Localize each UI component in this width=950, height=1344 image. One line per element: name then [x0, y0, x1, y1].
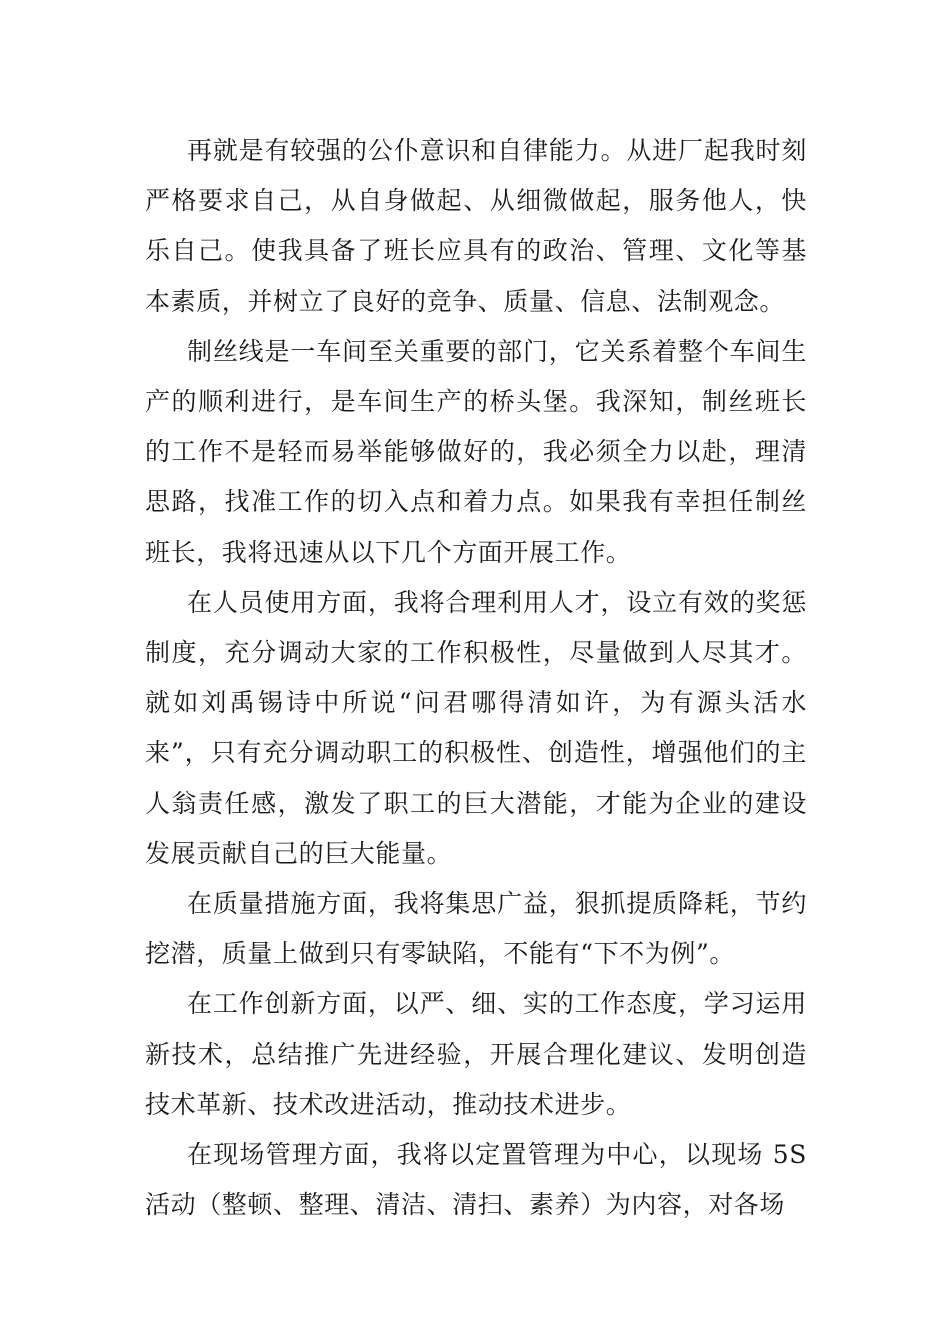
paragraph-self-discipline: 再就是有较强的公仆意识和自律能力。从进厂起我时刻严格要求自己，从自身做起、从细微做起，服务他人，快乐自己。使我具备了班长应具有的政治、管理、文化等基本素质，并树立了良好的竞争、质量、信息、法制观念。 — [145, 136, 807, 316]
document-body — [145, 126, 807, 1230]
paragraph-department-importance: 制丝线是一车间至关重要的部门，它关系着整个车间生产的顺利进行，是车间生产的桥头堡。我深知，制丝班长的工作不是轻而易举能够做好的，我必须全力以赴，理清思路，找准工作的切入点和着力点。如果我有幸担任制丝班长，我将迅速从以下几个方面开展工作。 — [145, 336, 807, 567]
paragraph-innovation: 在工作创新方面，以严、细、实的工作态度，学习运用新技术，总结推广先进经验，开展合理化建议、发明创造技术革新、技术改进活动，推动技术进步。 — [145, 989, 807, 1119]
paragraph-quality: 在质量措施方面，我将集思广益，狠抓提质降耗，节约挖潜，质量上做到只有零缺陷，不能有“下不为例”。 — [145, 889, 807, 969]
paragraph-personnel: 在人员使用方面，我将合理利用人才，设立有效的奖惩制度，充分调动大家的工作积极性，尽量做到人尽其才。就如刘禹锡诗中所说“问君哪得清如许，为有源头活水来”，只有充分调动职工的积极性、创造性，增强他们的主人翁责任感，激发了职工的巨大潜能，才能为企业的建设发展贡献自己的巨大能量。 — [145, 587, 807, 868]
paragraph-site-management: 在现场管理方面，我将以定置管理为中心，以现场 5S 活动（整顿、整理、清洁、清扫、素养）为内容，对各场 — [145, 1140, 807, 1220]
